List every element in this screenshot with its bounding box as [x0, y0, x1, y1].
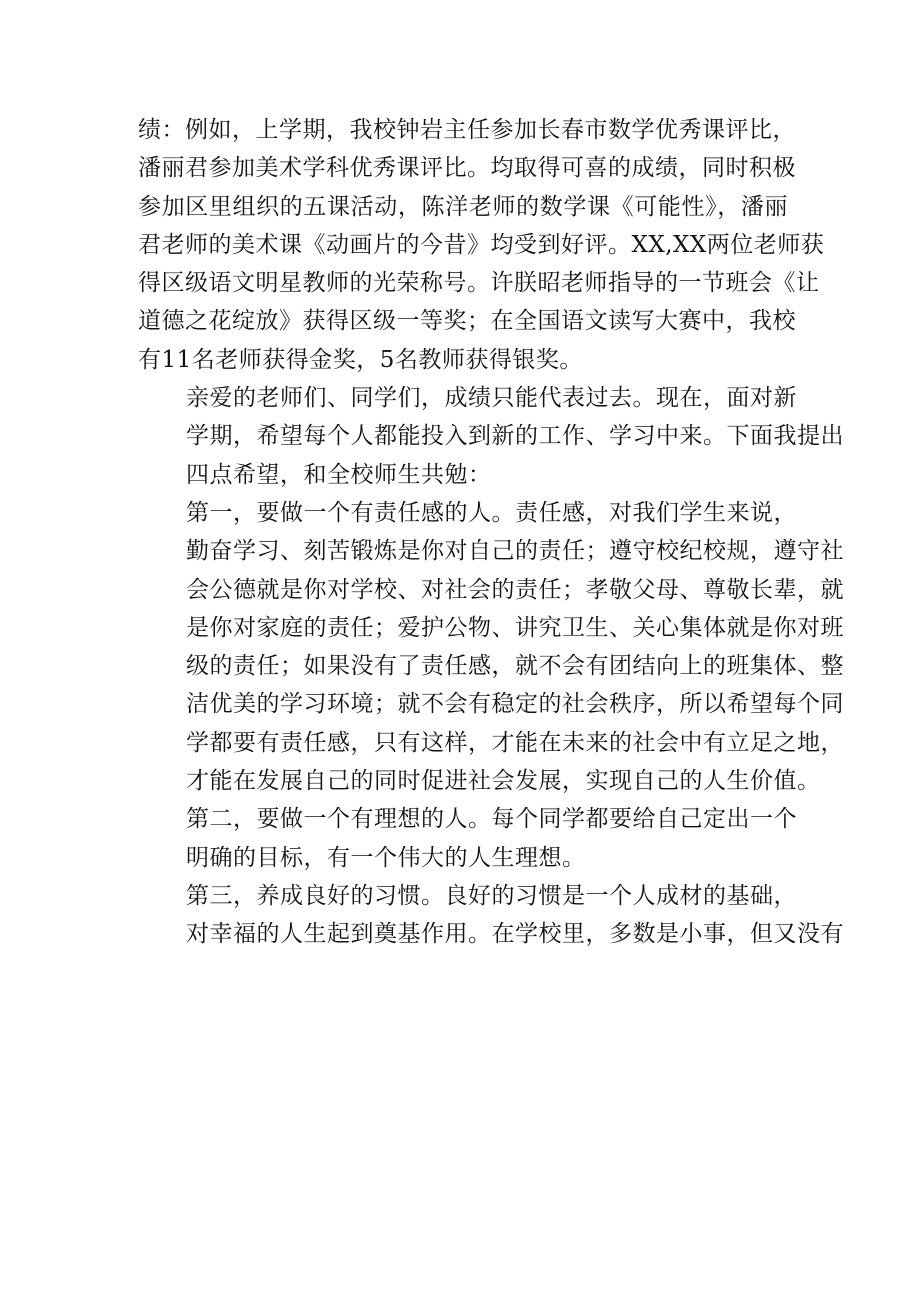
paragraph-line: 勤奋学习、刻苦锻炼是你对自己的责任；遵守校纪校规，遵守社 [186, 538, 844, 565]
paragraph-line: 有11名老师获得金奖，5名教师获得银奖。 [138, 346, 583, 373]
paragraph-line: 学都要有责任感，只有这样，才能在未来的社会中有立足之地， [186, 729, 844, 756]
paragraph-3 [138, 494, 844, 800]
paragraph-line: 第三，养成良好的习惯。良好的习惯是一个人成材的基础， [186, 882, 797, 909]
paragraph-2 [138, 379, 844, 494]
document-body [138, 111, 844, 954]
paragraph-line: 是你对家庭的责任；爱护公物、讲究卫生、关心集体就是你对班 [186, 614, 844, 641]
paragraph-5 [138, 877, 844, 954]
paragraph-line: 第二，要做一个有理想的人。每个同学都要给自己定出一个 [186, 806, 797, 833]
paragraph-4 [138, 800, 797, 877]
paragraph-line: 洁优美的学习环境；就不会有稳定的社会秩序，所以希望每个同 [186, 691, 844, 718]
paragraph-line: 潘丽君参加美术学科优秀课评比。均取得可喜的成绩，同时积极 [138, 155, 796, 182]
paragraph-line: 会公德就是你对学校、对社会的责任；孝敬父母、尊敬长辈，就 [186, 576, 844, 603]
paragraph-line: 亲爱的老师们、同学们，成绩只能代表过去。现在，面对新 [186, 385, 797, 412]
paragraph-line: 学期，希望每个人都能投入到新的工作、学习中来。下面我提出 [186, 423, 844, 450]
paragraph-line: 级的责任；如果没有了责任感，就不会有团结向上的班集体、整 [186, 653, 844, 680]
paragraph-line: 第一，要做一个有责任感的人。责任感，对我们学生来说， [186, 499, 797, 526]
paragraph-line: 明确的目标，有一个伟大的人生理想。 [186, 844, 586, 871]
paragraph-line: 道德之花绽放》获得区级一等奖；在全国语文读写大赛中，我校 [138, 308, 796, 335]
paragraph-line: 君老师的美术课《动画片的今昔》均受到好评。XX,XX两位老师获 [138, 231, 825, 258]
paragraph-line: 绩：例如，上学期，我校钟岩主任参加长春市数学优秀课评比， [138, 117, 796, 143]
paragraph-line: 得区级语文明星教师的光荣称号。许朕昭老师指导的一节班会《让 [138, 270, 820, 297]
paragraph-1 [138, 111, 825, 379]
paragraph-line: 才能在发展自己的同时促进社会发展，实现自己的人生价值。 [186, 768, 821, 795]
paragraph-line: 四点希望，和全校师生共勉： [186, 461, 492, 488]
paragraph-line: 参加区里组织的五课活动，陈洋老师的数学课《可能性》，潘丽 [138, 193, 788, 220]
paragraph-line: 对幸福的人生起到奠基作用。在学校里，多数是小事，但又没有 [186, 921, 844, 948]
